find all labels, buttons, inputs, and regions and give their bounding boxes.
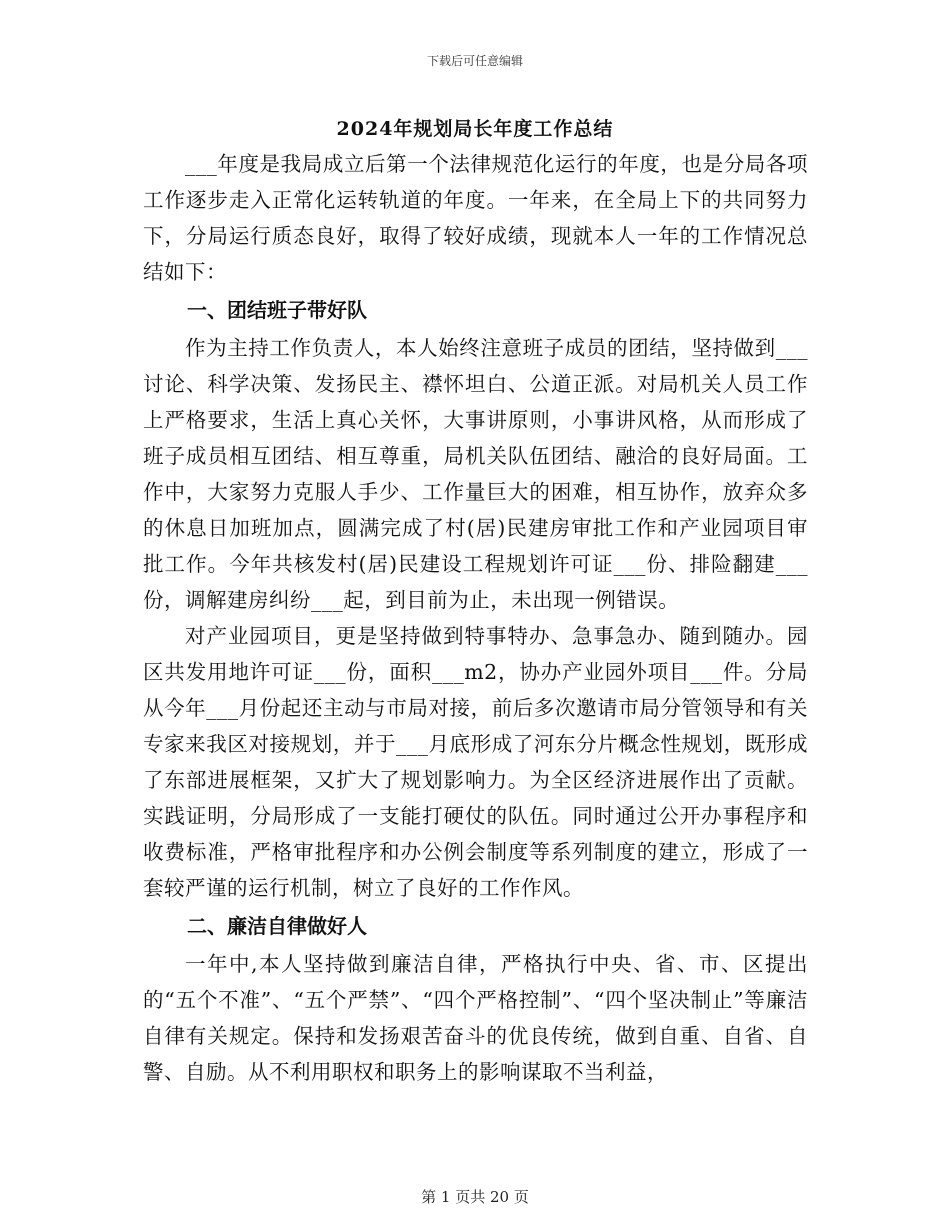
section2-paragraph-1: 一年中,本人坚持做到廉洁自律，严格执行中央、省、市、区提出的“五个不准”、“五个严禁”、“四个严格控制”、“四个坚决制止”等廉洁自律有关规定。保持和发扬艰苦奋斗的优良传统，做到自重、自省、自警、自励。从不利用职权和职务上的影响谋取不当利益， xyxy=(143,952,808,1084)
section-heading-1: 一、团结班子带好队 xyxy=(187,298,367,322)
page-footer: 第 1 页共 20 页 xyxy=(421,1188,529,1206)
section-heading-2: 二、廉洁自律做好人 xyxy=(187,914,367,938)
document-title: 2024年规划局长年度工作总结 xyxy=(336,118,614,140)
section1-paragraph-1: 作为主持工作负责人，本人始终注意班子成员的团结，坚持做到___讨论、科学决策、发扬民主、襟怀坦白、公道正派。对局机关人员工作上严格要求，生活上真心关怀，大事讲原则，小事讲风格，从而形成了班子成员相互团结、相互尊重，局机关队伍团结、融洽的良好局面。工作中，大家努力克服人手少、工作量巨大的困难，相互协作，放弃众多的休息日加班加点，圆满完成了村(居)民建房审批工作和产业园项目审批工作。今年共核发村(居)民建设工程规划许可证___份、排险翻建___份，调解建房纠纷___起，到目前为止，未出现一例错误。 xyxy=(143,336,808,612)
document-body xyxy=(143,146,808,1090)
intro-paragraph: ___年度是我局成立后第一个法律规范化运行的年度，也是分局各项工作逐步走入正常化运转轨道的年度。一年来，在全局上下的共同努力下，分局运行质态良好，取得了较好成绩，现就本人一年的工作情况总结如下： xyxy=(143,152,808,284)
section1-paragraph-2: 对产业园项目，更是坚持做到特事特办、急事急办、随到随办。园区共发用地许可证___份，面积___m2，协办产业园外项目___件。分局从今年___月份起还主动与市局对接，前后多次邀请市局分管领导和有关专家来我区对接规划，并于___月底形成了河东分片概念性规划，既形成了东部进展框架，又扩大了规划影响力。为全区经济进展作出了贡献。实践证明，分局形成了一支能打硬仗的队伍。同时通过公开办事程序和收费标准，严格审批程序和办公例会制度等系列制度的建立，形成了一套较严谨的运行机制，树立了良好的工作作风。 xyxy=(143,624,808,900)
header-note: 下载后可任意编辑 xyxy=(426,54,523,68)
